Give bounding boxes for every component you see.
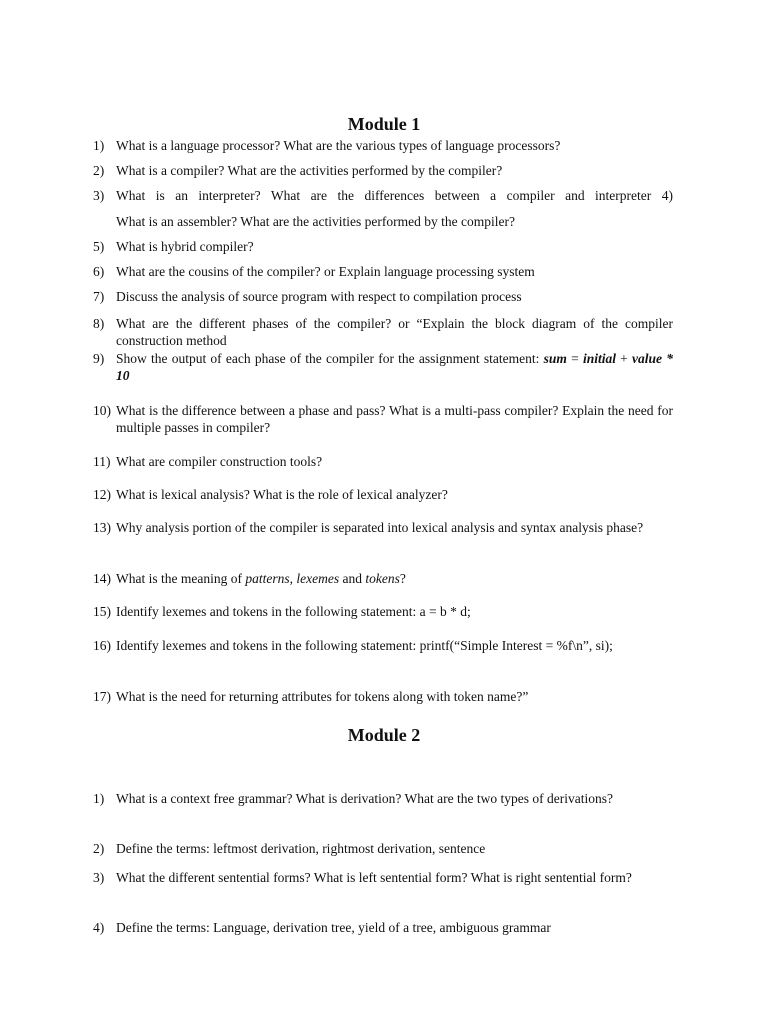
item-text: Identify lexemes and tokens in the following statement: a = b * d; [116,604,471,619]
item-text: What is lexical analysis? What is the role of lexical analyzer? [116,487,448,502]
separator-and: and [339,571,366,586]
item-number: 3) [93,188,105,203]
item-text: Define the terms: leftmost derivation, rightmost derivation, sentence [116,841,486,856]
list-item [93,486,673,503]
expression-equals: = [566,351,583,366]
item-text: What are the cousins of the compiler? or Explain language processing system [116,264,535,279]
list-item [93,688,673,705]
item-number: 2) [93,841,105,856]
item-number: 1) [93,138,105,153]
module-2-title: Module 2 [347,725,421,745]
item-number: 1) [93,791,105,806]
item-number: 12) [93,487,111,502]
list-item [93,453,673,470]
list-item [93,570,673,587]
list-item [93,919,673,936]
item-number: 14) [93,571,111,586]
expression-initial: initial [582,351,616,366]
item-number: 5) [93,239,105,254]
list-item [93,162,673,179]
item-number: 3) [93,870,105,885]
item-number: 6) [93,264,105,279]
item-text: Identify lexemes and tokens in the following statement: printf(“Simple Interest = %f\n”, si); [116,638,613,653]
item-number: 2) [93,163,105,178]
item-number: 13) [93,520,111,535]
expression-value: value * 10 [116,351,673,383]
list-item [93,603,673,620]
item-text [116,570,673,587]
item-text: What is a language processor? What are the various types of language processors? [116,138,561,153]
list-item [93,790,673,807]
list-item [93,519,673,536]
module-1-title: Module 1 [347,114,421,134]
item-text: What are the different phases of the compiler? or “Explain the block diagram of the compiler construction method [116,316,673,348]
list-item [93,350,673,384]
item-number: 11) [93,454,111,469]
item-text: What is an interpreter? What are the differences between a compiler and interpreter 4) [116,188,673,203]
separator-comma: , [289,571,297,586]
item-text: What is a compiler? What are the activities performed by the compiler? [116,163,503,178]
item-number: 7) [93,289,105,304]
item-text: Discuss the analysis of source program with respect to compilation process [116,289,522,304]
list-item [93,213,673,230]
item-text-main: What is the meaning of [116,571,246,586]
list-item [93,840,673,857]
item-text: What is the need for returning attributes for tokens along with token name?” [116,689,529,704]
item-number: 8) [93,316,105,331]
question-mark: ? [399,571,406,586]
expression-plus: + [615,351,633,366]
item-text: Define the terms: Language, derivation tree, yield of a tree, ambiguous grammar [116,920,551,935]
term-tokens: tokens [365,571,400,586]
list-item [93,137,673,154]
item-text: What are compiler construction tools? [116,454,323,469]
item-text: What the different sentential forms? What is left sentential form? What is right sentential form? [116,870,632,885]
item-text: What is a context free grammar? What is derivation? What are the two types of derivations? [116,791,613,806]
item-number: 17) [93,689,111,704]
item-number: 15) [93,604,111,619]
item-text: What is hybrid compiler? [116,239,254,254]
item-number: 4) [93,920,105,935]
item-text: What is the difference between a phase and pass? What is a multi-pass compiler? Explain the need for multiple passes in compiler? [116,403,673,435]
list-item [93,263,673,280]
list-item [93,187,673,204]
item-number: 9) [93,351,105,366]
list-item [93,869,673,886]
item-text-main: Show the output of each phase of the compiler for the assignment statement: [116,351,540,366]
item-text [116,350,673,384]
item-number: 10) [93,403,111,418]
expression-sum: sum [543,351,567,366]
list-item [93,288,673,305]
list-item [93,315,673,349]
list-item [93,402,673,436]
list-item [93,238,673,255]
item-number: 16) [93,638,111,653]
list-item [93,637,673,654]
item-text: What is an assembler? What are the activities performed by the compiler? [116,214,515,229]
term-lexemes: lexemes [296,571,340,586]
term-patterns: patterns [245,571,290,586]
item-text: Why analysis portion of the compiler is separated into lexical analysis and syntax analysis phase? [116,520,644,535]
